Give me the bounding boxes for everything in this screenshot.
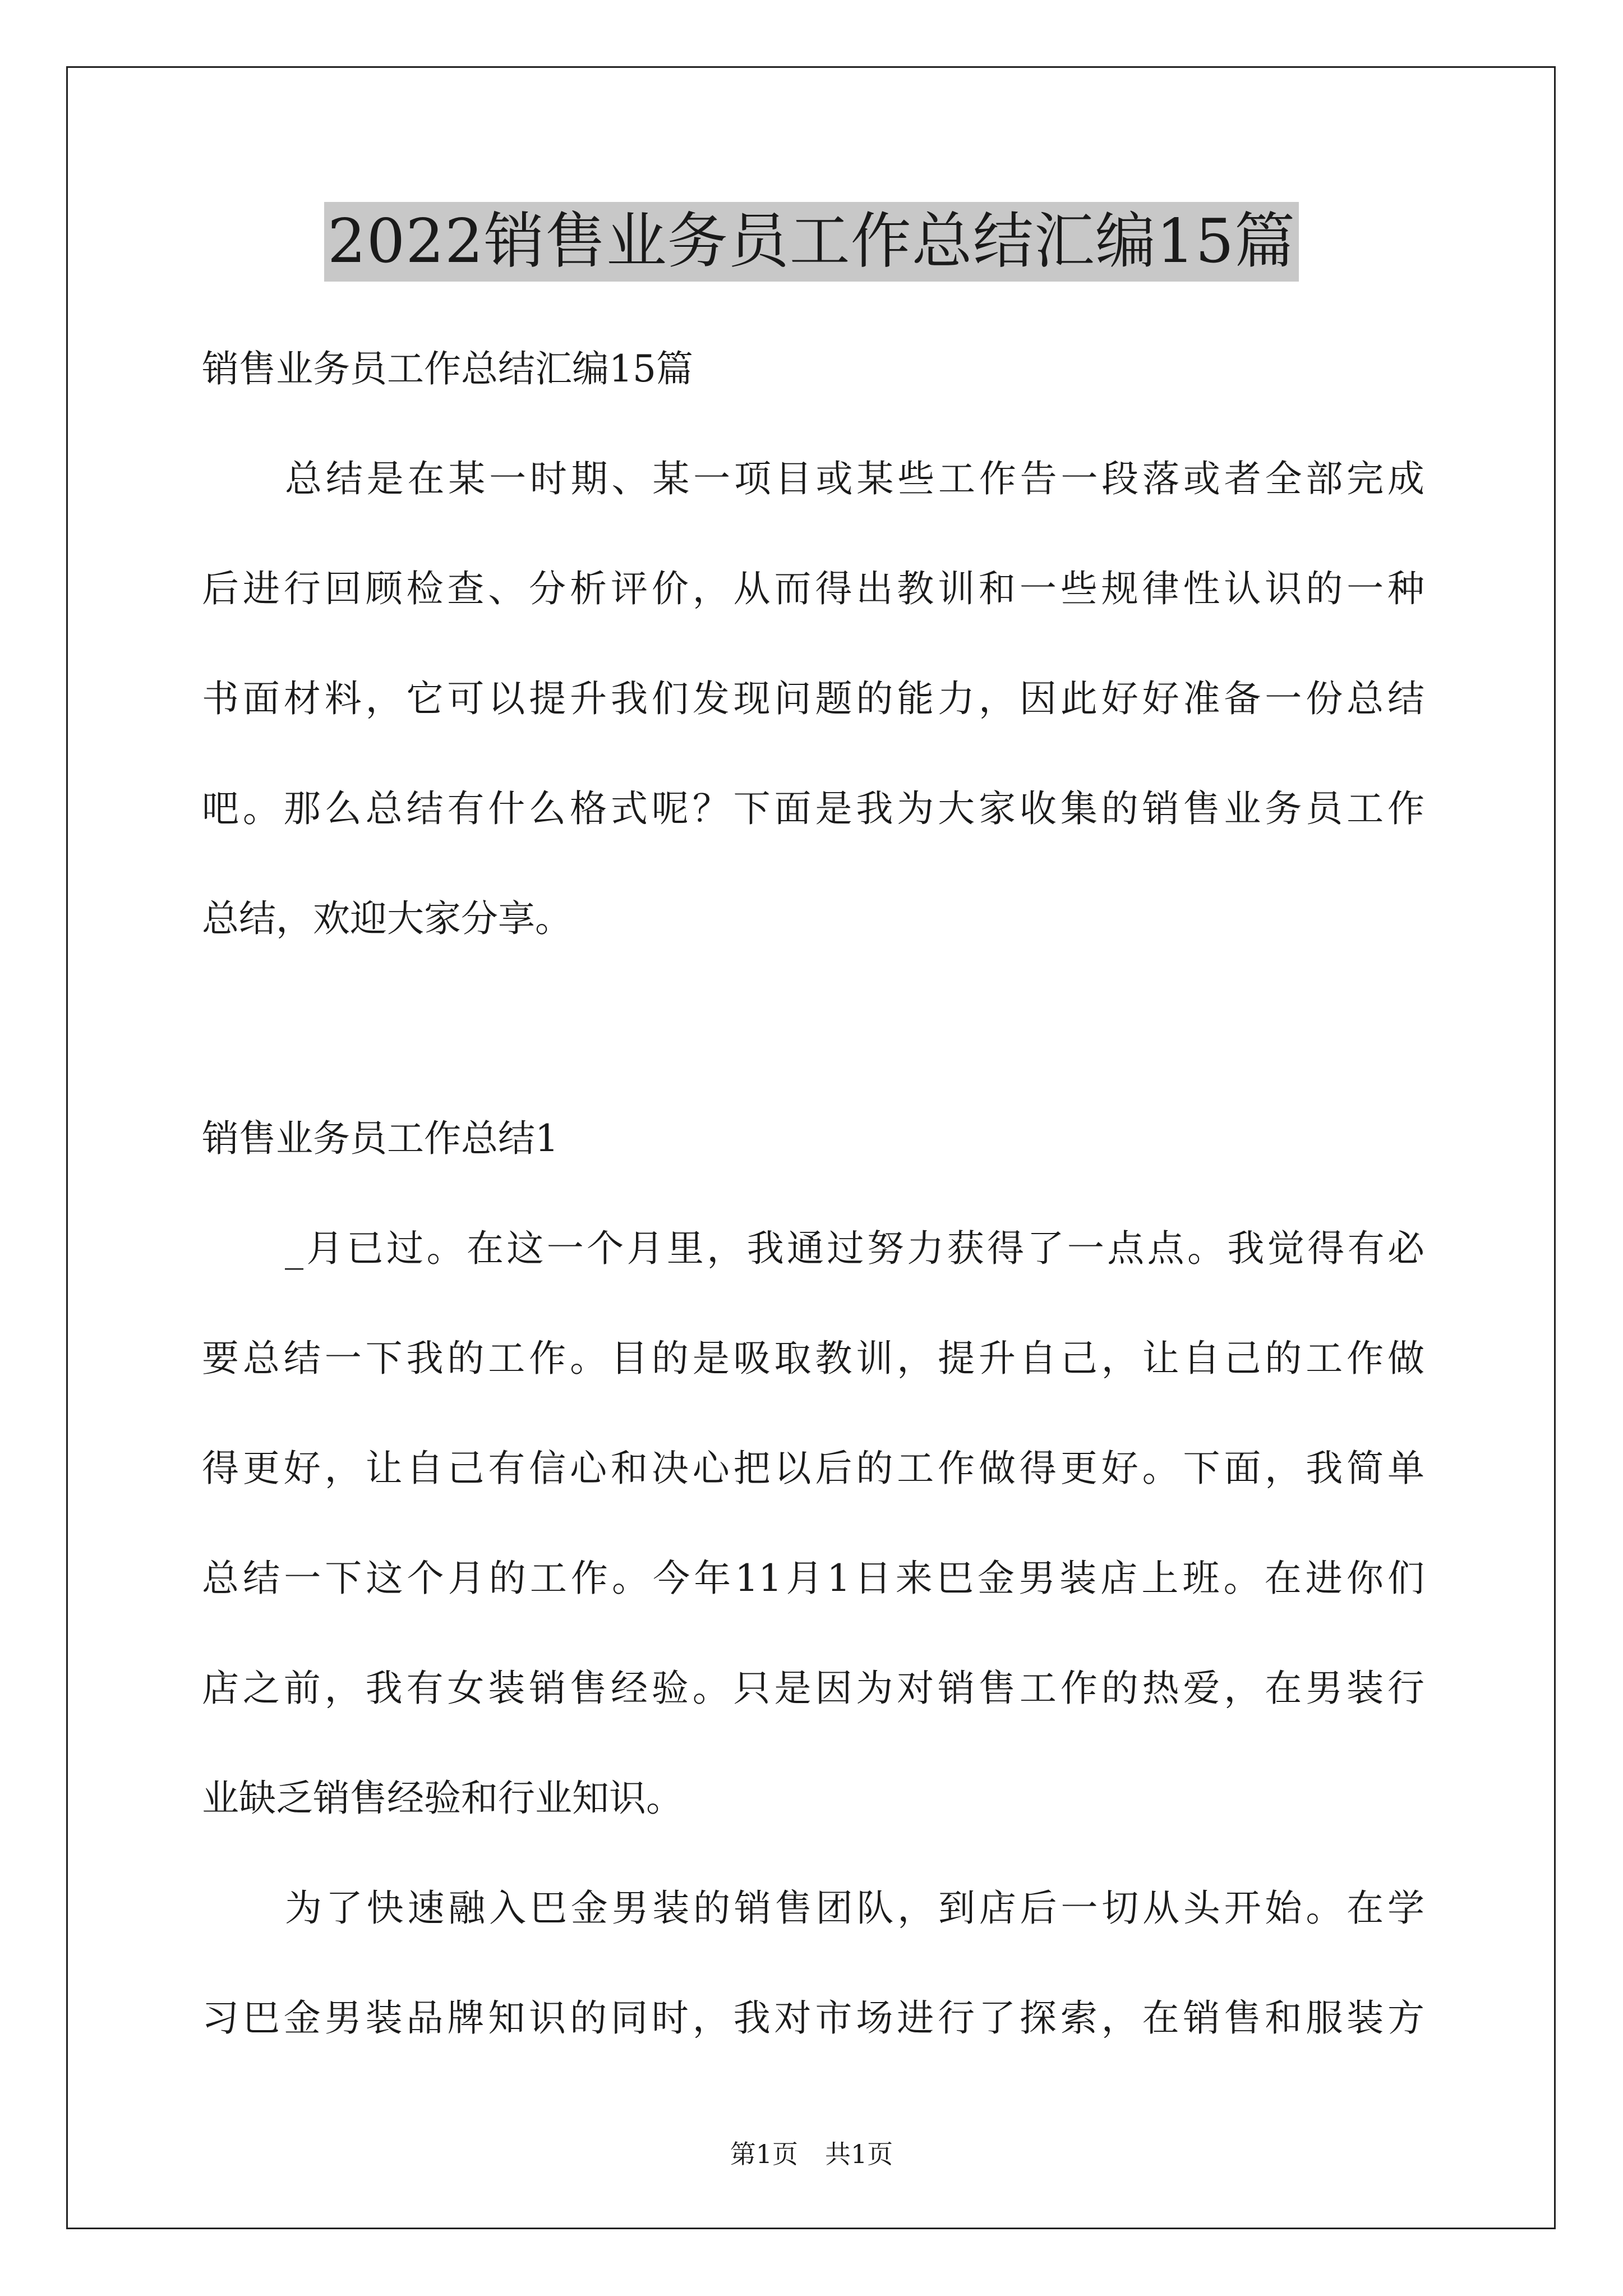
- paragraph-line: 总结一下这个月的工作。今年11月1日来巴金男装店上班。在进你们: [202, 1557, 1424, 1600]
- subtitle: 销售业务员工作总结汇编15篇: [202, 347, 693, 390]
- intro-line: 书面材料，它可以提升我们发现问题的能力，因此好好准备一份总结: [202, 677, 1424, 720]
- intro-line: 总结，欢迎大家分享。: [202, 897, 572, 940]
- section-heading: 销售业务员工作总结1: [202, 1117, 559, 1160]
- document-body: [202, 314, 1424, 2073]
- intro-line: 吧。那么总结有什么格式呢？下面是我为大家收集的销售业务员工作: [202, 787, 1424, 830]
- title-wrap: [0, 202, 1623, 282]
- page-footer: [0, 2137, 1623, 2171]
- paragraph-line: 业缺乏销售经验和行业知识。: [202, 1777, 683, 1820]
- document-title: 2022销售业务员工作总结汇编15篇: [324, 202, 1299, 282]
- paragraph-line: 为了快速融入巴金男装的销售团队，到店后一切从头开始。在学: [285, 1887, 1424, 1930]
- paragraph-line: 要总结一下我的工作。目的是吸取教训，提升自己，让自己的工作做: [202, 1337, 1424, 1380]
- paragraph-line: 店之前，我有女装销售经验。只是因为对销售工作的热爱，在男装行: [202, 1667, 1424, 1710]
- paragraph-line: 习巴金男装品牌知识的同时，我对市场进行了探索，在销售和服装方: [202, 1996, 1424, 2040]
- paragraph-line: 得更好，让自己有信心和决心把以后的工作做得更好。下面，我简单: [202, 1447, 1424, 1490]
- intro-line: 总结是在某一时期、某一项目或某些工作告一段落或者全部完成: [285, 457, 1424, 500]
- page-number: 第1页: [730, 2139, 798, 2169]
- page-total: 共1页: [825, 2139, 893, 2169]
- paragraph-line: _月已过。在这一个月里，我通过努力获得了一点点。我觉得有必: [285, 1227, 1424, 1270]
- intro-line: 后进行回顾检查、分析评价，从而得出教训和一些规律性认识的一种: [202, 567, 1424, 610]
